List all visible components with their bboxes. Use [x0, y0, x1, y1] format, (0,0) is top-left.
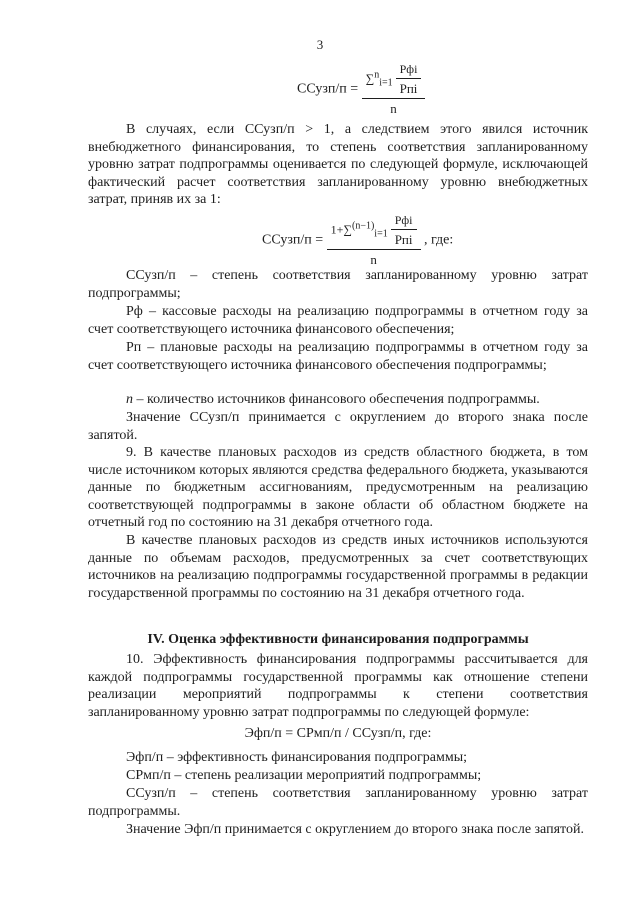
definition-rp: Рп – плановые расходы на реализацию подпрограммы в отчетном году за счет соответствующего источника финансового обеспечения подпрограммы; [88, 340, 588, 373]
formula-2-denominator: n [370, 252, 377, 267]
page-number: 3 [316, 37, 324, 52]
inner-top: Рфi [391, 213, 417, 230]
definition-n-text: – количество источников финансового обеспечения подпрограммы. [133, 392, 540, 407]
formula-2 [262, 213, 453, 268]
paragraph-rounding-2: Значение Эфп/п принимается с округлением до второго знака после запятой. [126, 822, 584, 837]
section-heading-iv: IV. Оценка эффективности финансирования подпрограммы [147, 632, 529, 647]
sum-lower: i=1 [374, 228, 388, 240]
formula-1-fraction [362, 62, 426, 117]
definition-srmp: СРмп/п – степень реализации мероприятий подпрограммы; [126, 768, 482, 783]
paragraph-cases: В случаях, если ССузп/п > 1, а следствием этого явился источник внебюджетного финансирования, то степень соответствия запланированному уровню затрат подпрограммы оценивается по следующей формуле, исключающей фактический расчет соответствия запланированному уровню внебюджетных затрат, приняв их за 1: [88, 122, 588, 207]
inner-bottom: Рпi [394, 232, 413, 247]
paragraph-9: 9. В качестве плановых расходов из средств областного бюджета, в том числе источником которых являются средства федерального бюджета, указываются данные по бюджетным ассигнованиям, предусмотренным на реализацию соответствующей подпрограммы в законе области об областном бюджете на отчетный год по состоянию на 31 декабря отчетного года. [88, 445, 588, 530]
paragraph-9-other-sources: В качестве плановых расходов из средств иных источников используются данные по объемам расходов, предусмотренных за счет соответствующих источников на реализацию подпрограммы государственной программы в редакции государственной программы по состоянию на 31 декабря отчетного года. [88, 533, 588, 601]
sum-lower: i=1 [379, 77, 393, 89]
definition-rf: Рф – кассовые расходы на реализацию подпрограммы в отчетном году за счет соответствующего источника финансового обеспечения; [88, 304, 588, 337]
inner-top: Рфi [396, 62, 422, 79]
formula-2-lhs: ССузп/п = [262, 232, 324, 248]
formula-2-numerator [327, 213, 421, 250]
formula-2-inner-fraction [391, 213, 417, 248]
definition-ccuzp: ССузп/п – степень соответствия запланированному уровню затрат подпрограммы; [88, 268, 588, 301]
inner-bottom: Рпi [399, 81, 418, 96]
paragraph-rounding-1: Значение ССузп/п принимается с округлением до второго знака после запятой. [88, 410, 588, 443]
sum-symbol: ∑ [343, 222, 352, 237]
paragraph-10: 10. Эффективность финансирования подпрограммы рассчитывается для каждой подпрограммы государственной программы как отношение степени реализации мероприятий подпрограммы к степени соответствия запланированному уровню затрат подпрограммы по следующей формуле: [88, 652, 588, 720]
formula-2-suffix: , где: [424, 232, 454, 248]
formula-3: Эфп/п = СРмп/п / ССузп/п, где: [244, 726, 432, 741]
formula-1 [297, 62, 425, 117]
definition-efp: Эфп/п – эффективность финансирования подпрограммы; [126, 750, 467, 765]
definition-ccuzp-2: ССузп/п – степень соответствия запланированному уровню затрат подпрограммы. [88, 786, 588, 819]
sum-upper: n [374, 69, 380, 81]
variable-n: n [126, 392, 133, 407]
formula-1-lhs: ССузп/п = [297, 81, 359, 97]
sum-symbol: ∑ [365, 71, 375, 86]
formula-1-inner-fraction [396, 62, 422, 97]
one-plus: 1+ [330, 222, 344, 237]
formula-2-fraction [327, 213, 421, 268]
sum-upper: (n−1) [351, 220, 375, 232]
formula-1-denominator: n [390, 101, 397, 116]
formula-1-numerator [362, 62, 426, 99]
definition-n [88, 391, 588, 409]
